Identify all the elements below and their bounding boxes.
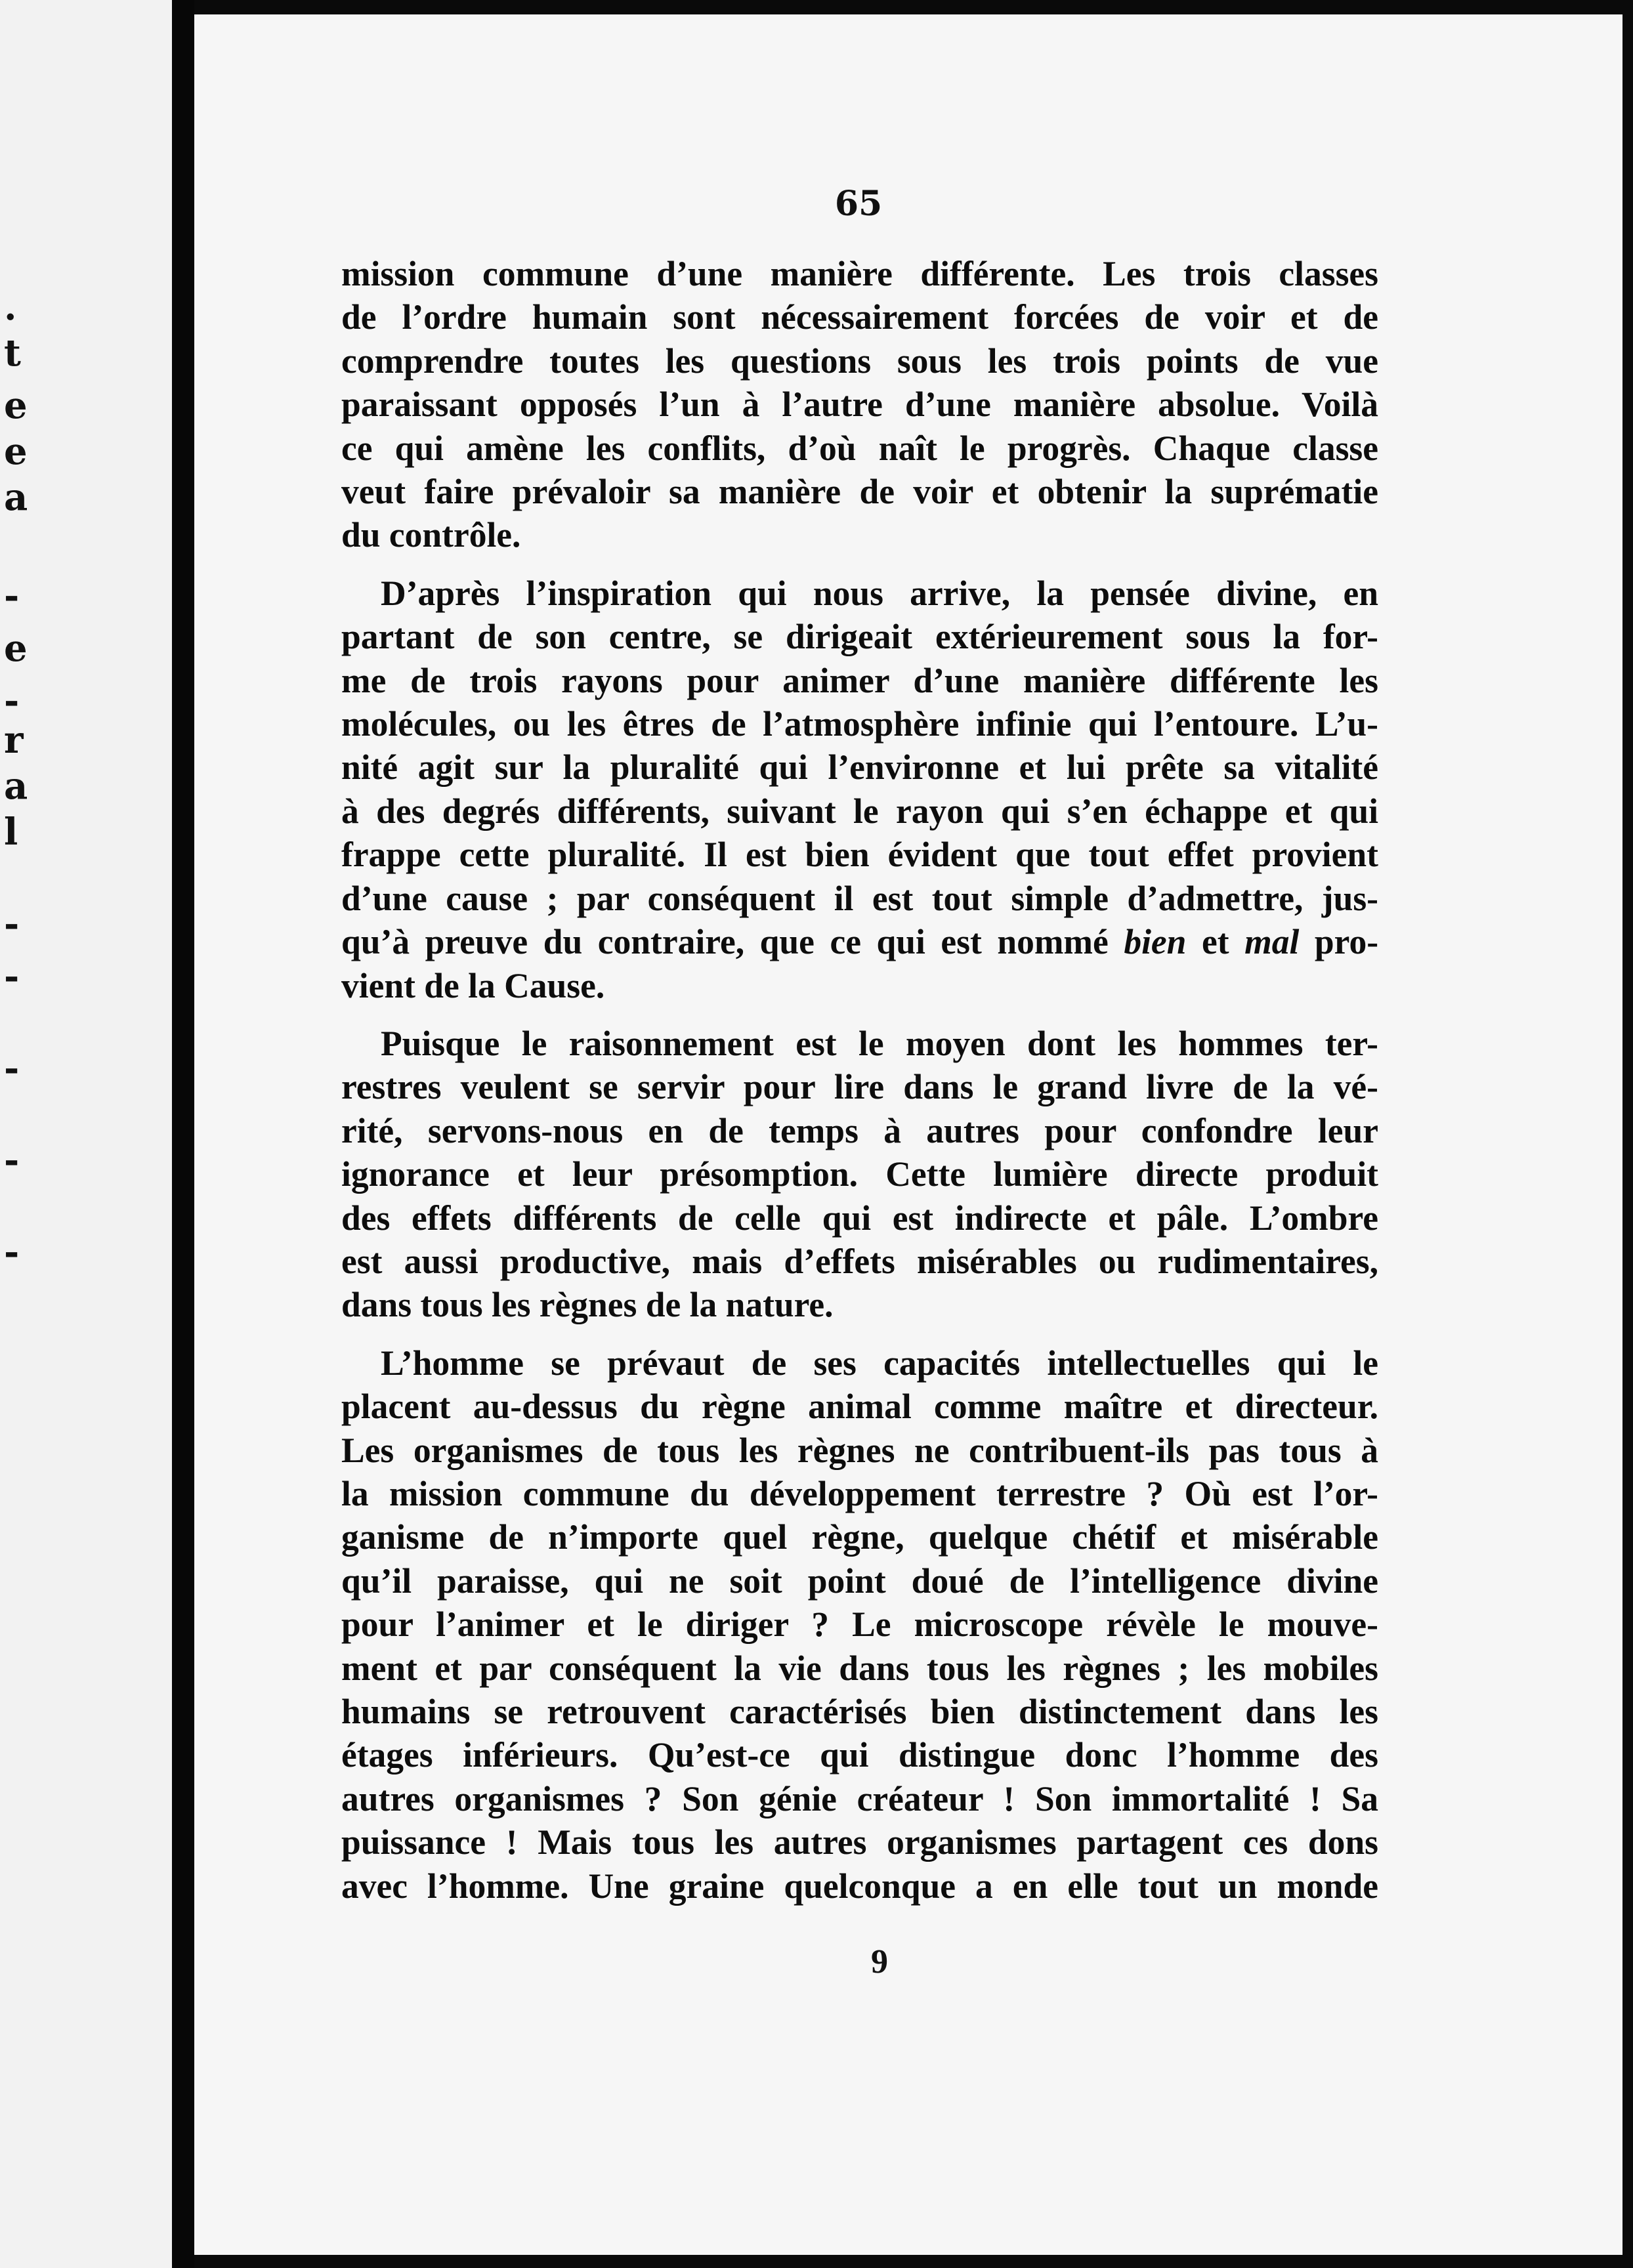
text-fragment: pro- [1314,922,1379,962]
text-line: humains se retrouvent caractérisés bien distinctement dans les [341,1692,1378,1731]
margin-mark: - [4,1139,20,1182]
page-number: 65 [834,184,883,224]
margin-mark: e [4,384,28,427]
margin-mark: - [4,902,20,946]
text-line: rité, servons-nous en de temps à autres pour confondre leur [341,1110,1378,1150]
italic-word: mal [1244,922,1300,962]
text-line: veut faire prévaloir sa manière de voir et obtenir la suprématie [341,472,1378,512]
text-fragment: qu’à preuve du contraire, que ce qui est nommé [341,922,1109,962]
text-line: de l’ordre humain sont nécessairement forcées de voir et de [341,297,1378,337]
body-text [341,252,1378,1908]
text-line: étages inférieurs. Qu’est-ce qui distingue donc l’homme des [341,1735,1378,1775]
text-line: me de trois rayons pour animer d’une manière différente les [341,660,1378,700]
text-line: comprendre toutes les questions sous les trois points de vue [341,341,1378,381]
margin-mark: l [4,810,18,854]
margin-mark: e [4,627,28,670]
text-line: des effets différents de celle qui est indirecte et pâle. L’ombre [341,1198,1378,1238]
paragraph [341,1341,1378,1908]
text-line: à des degrés différents, suivant le rayon qui s’en échappe et qui [341,791,1378,831]
text-line: mission commune d’une manière différente. Les trois classes [341,254,1378,293]
text-line: d’une cause ; par conséquent il est tout simple d’admettre, jus- [341,878,1378,918]
text-line [341,920,1378,963]
text-fragment: et [1202,922,1229,962]
text-line: partant de son centre, se dirigeait extérieurement sous la for- [341,617,1378,657]
text-line: ce qui amène les conflits, d’où naît le progrès. Chaque classe [341,428,1378,468]
text-line: autres organismes ? Son génie créateur ! Son immortalité ! Sa [341,1778,1378,1818]
paragraph [341,252,1378,557]
text-line: est aussi productive, mais d’effets misérables ou rudimentaires, [341,1241,1378,1281]
scan-border-bottom [194,2255,1633,2268]
margin-mark: - [4,574,20,618]
text-line: D’après l’inspiration qui nous arrive, la pensée divine, en [381,573,1378,613]
text-line: Les organismes de tous les règnes ne contribuent-ils pas tous à [341,1430,1378,1470]
facing-page-edge [0,0,172,2268]
text-line: L’homme se prévaut de ses capacités intellectuelles qui le [381,1343,1378,1383]
text-line: frappe cette pluralité. Il est bien évident que tout effet provient [341,835,1378,875]
text-line: pour l’animer et le diriger ? Le microscope révèle le mouve- [341,1605,1378,1645]
text-line: ignorance et leur présomption. Cette lumière directe produit [341,1154,1378,1194]
text-line: qu’il paraisse, qui ne soit point doué de l’intelligence divine [341,1561,1378,1601]
text-line: placent au-dessus du règne animal comme maître et directeur. [341,1387,1378,1427]
margin-mark: a [4,476,28,519]
text-line: vient de la Cause. [341,965,605,1005]
text-line: restres veulent se servir pour lire dans le grand livre de la vé- [341,1067,1378,1107]
text-line: ganisme de n’importe quel règne, quelque chétif et misérable [341,1517,1378,1557]
text-line: du contrôle. [341,515,521,555]
text-line: paraissant opposés l’un à l’autre d’une manière absolue. Voilà [341,385,1378,425]
margin-mark: r [4,719,24,762]
signature-mark: 9 [871,1943,888,1981]
text-line: molécules, ou les êtres de l’atmosphère infinie qui l’entoure. L’u- [341,704,1378,744]
margin-mark: - [4,1047,20,1090]
margin-mark: e [4,430,28,473]
text-line: puissance ! Mais tous les autres organismes partagent ces dons [341,1822,1378,1862]
margin-mark: t [4,331,21,375]
paragraph [341,1022,1378,1327]
margin-mark: . [4,285,17,329]
paragraph [341,572,1378,1007]
text-line: avec l’homme. Une graine quelconque a en elle tout un monde [341,1866,1378,1906]
margin-mark: - [4,679,20,723]
text-line: dans tous les règnes de la nature. [341,1285,834,1325]
text-line: nité agit sur la pluralité qui l’environne et lui prête sa vitalité [341,747,1378,788]
margin-mark: - [4,1230,20,1274]
text-line: ment et par conséquent la vie dans tous les règnes ; les mobiles [341,1648,1378,1688]
book-gutter [172,0,194,2268]
italic-word: bien [1124,922,1187,962]
text-line: Puisque le raisonnement est le moyen dont les hommes ter- [381,1023,1378,1063]
scan-border-top [194,0,1633,14]
margin-mark: a [4,765,28,808]
scan-border-right [1622,0,1633,2268]
text-line: la mission commune du développement terrestre ? Où est l’or- [341,1473,1378,1513]
margin-mark: - [4,955,20,998]
